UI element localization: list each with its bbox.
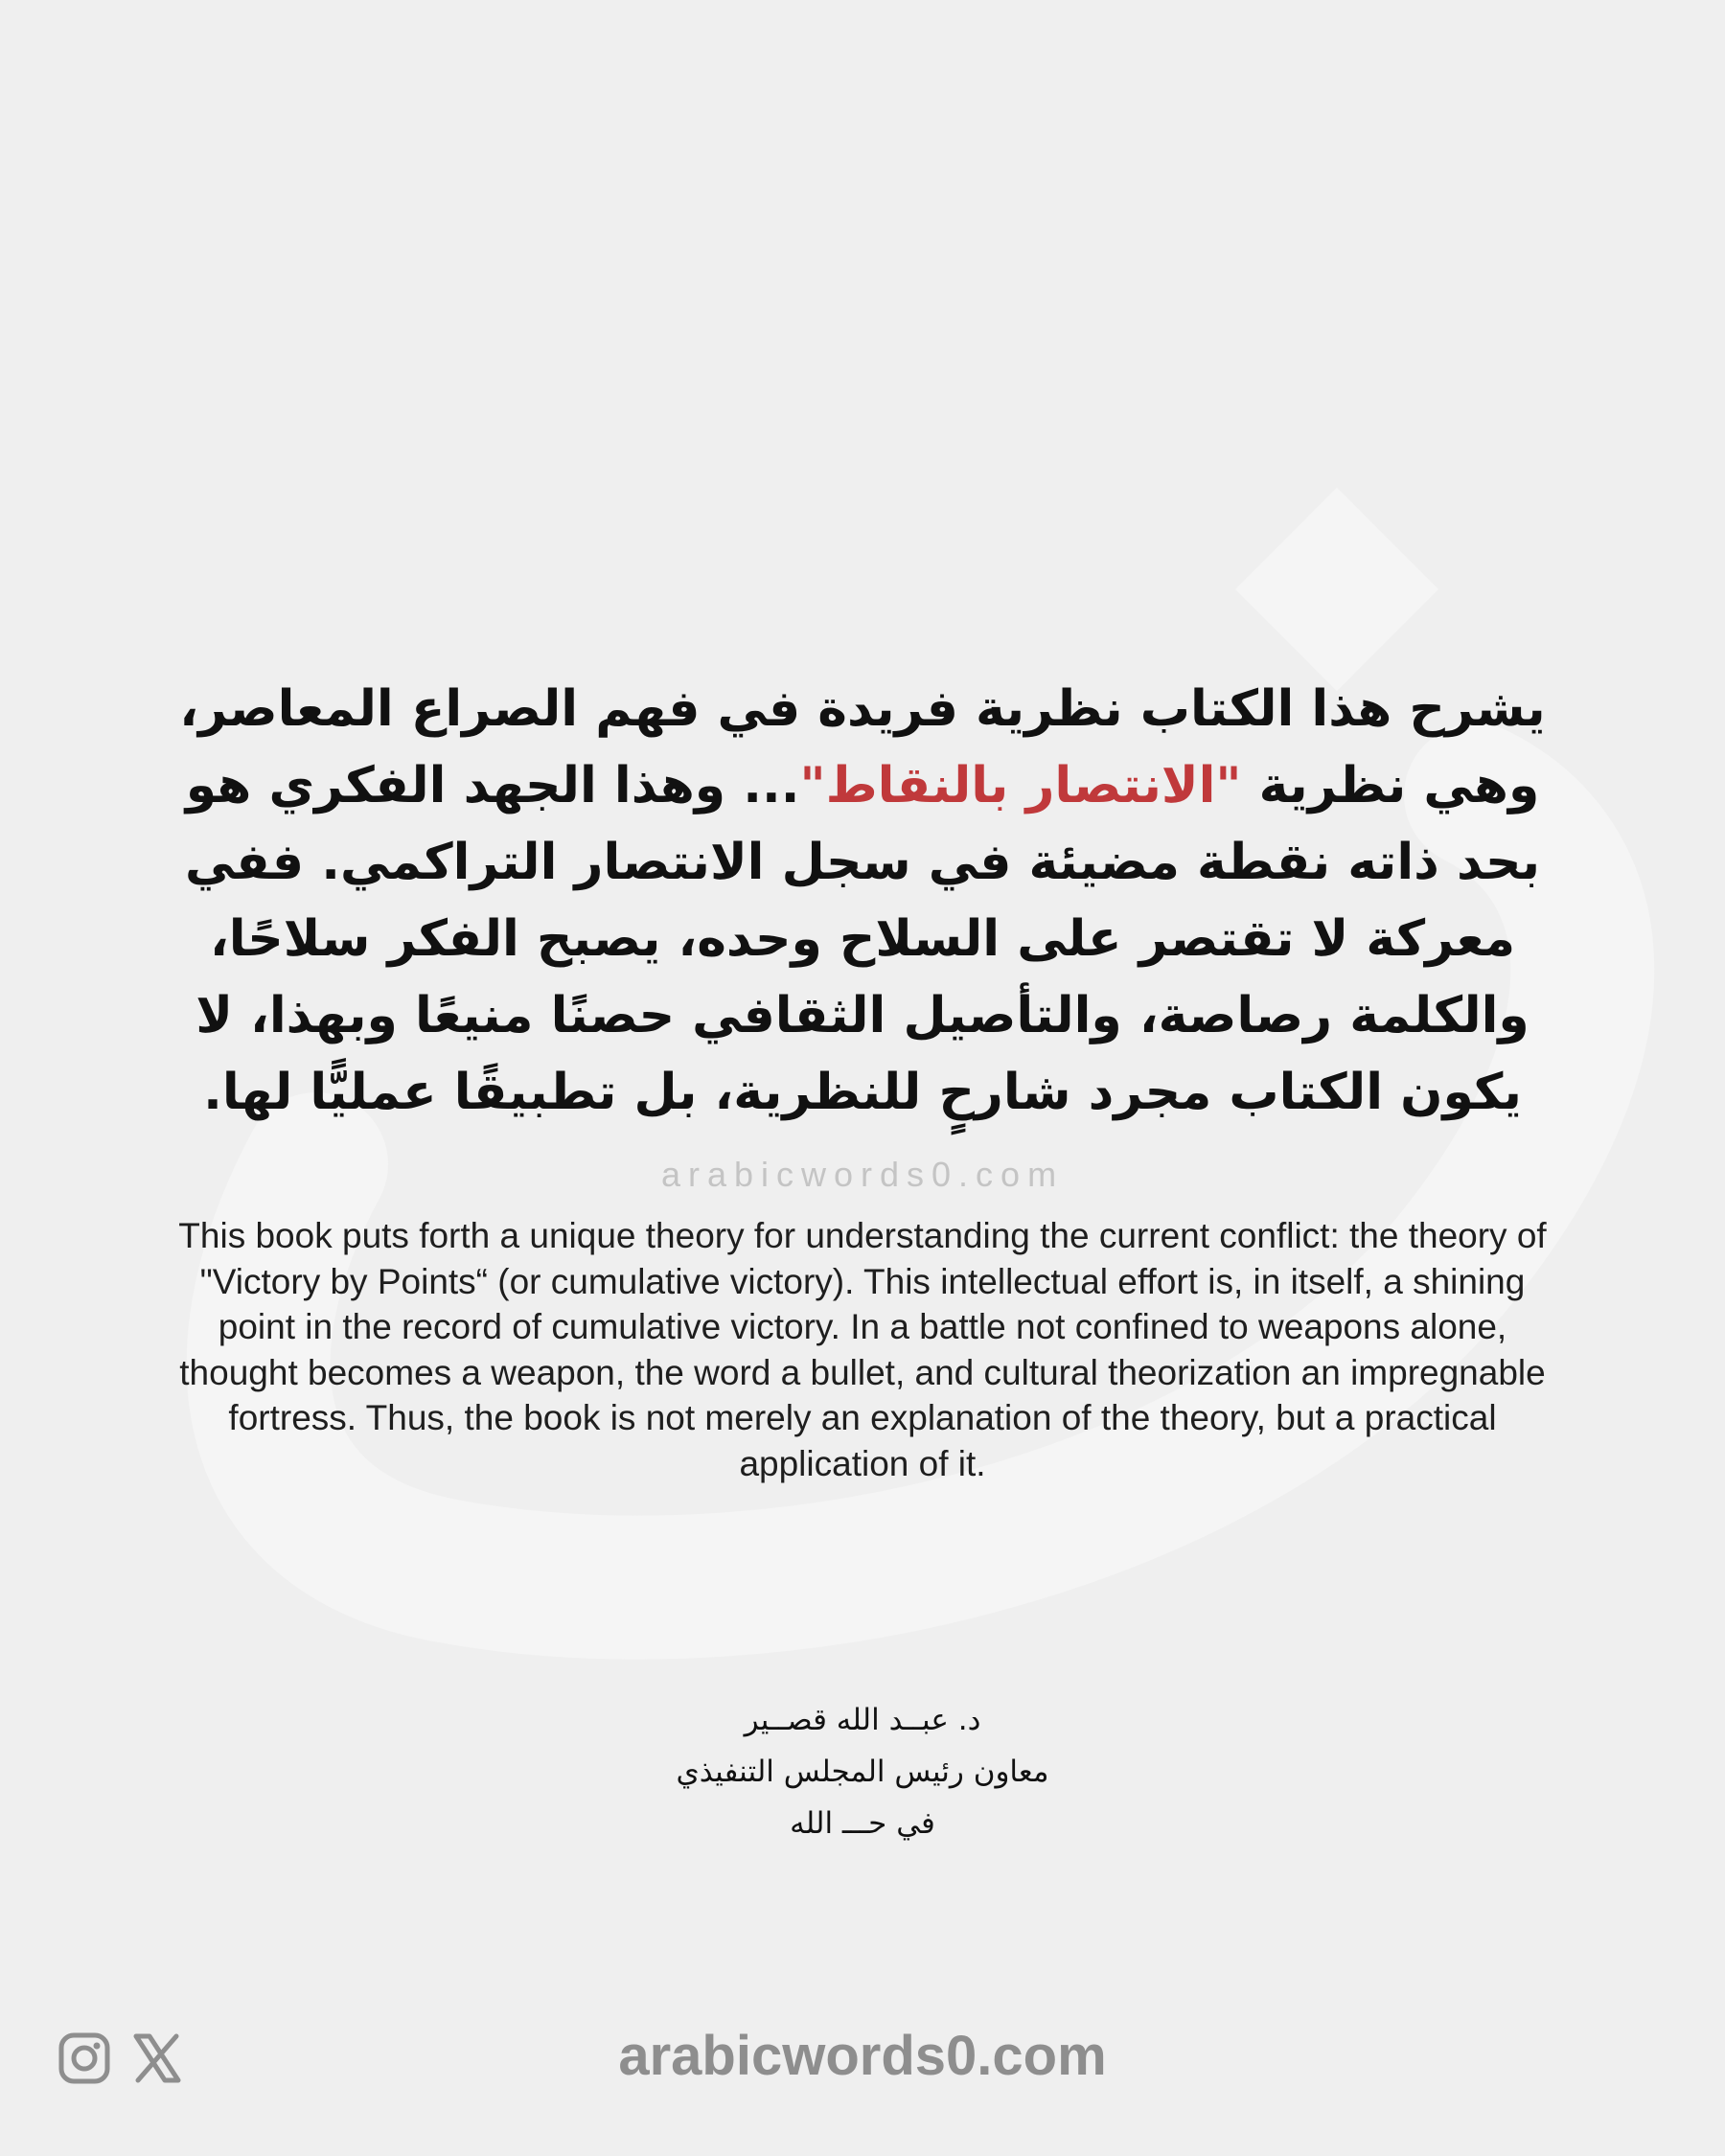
footer-website[interactable]: arabicwords0.com (618, 2025, 1107, 2087)
author-block (0, 1694, 1725, 1849)
arabic-quote-highlight: "الانتصار بالنقاط" (799, 757, 1242, 814)
website-watermark: arabicwords0.com (660, 1155, 1065, 1194)
english-translation: This book puts forth a unique theory for understanding the current conflict: the theory of "Victory by Points“ (or cumulative victory). This intellectual effort is, in itself, a shining point in the record of cumulative victory. In a battle not confined to weapons alone, thought becomes a weapon, the word a bullet, and cultural theorization an impregnable fortress. Thus, the book is not merely an explanation of the theory, but a practical application of it. (178, 1216, 1547, 1483)
author-organization: في حـــ الله (790, 1806, 935, 1841)
author-title: معاون رئيس المجلس التنفيذي (676, 1755, 1049, 1789)
arabic-quote (172, 671, 1552, 1131)
author-name: د. عبــد الله قصــير (744, 1703, 981, 1737)
arabic-quote-part-1: يشرح هذا الكتاب نظرية فريدة في فهم الصراع المعاصر، وهي نظرية (179, 680, 1546, 814)
arabic-quote-part-2: ... وهذا الجهد الفكري هو بحد ذاته نقطة مضيئة في سجل الانتصار التراكمي. ففي معركة لا تقتصر على السلاح وحده، يصبح الفكر سلاحًا، والكلمة رصاصة، والتأصيل الثقافي حصنًا منيعًا وبهذا، لا يكون الكتاب مجرد شارحٍ للنظرية، بل تطبيقًا عمليًّا لها. (185, 757, 1540, 1121)
